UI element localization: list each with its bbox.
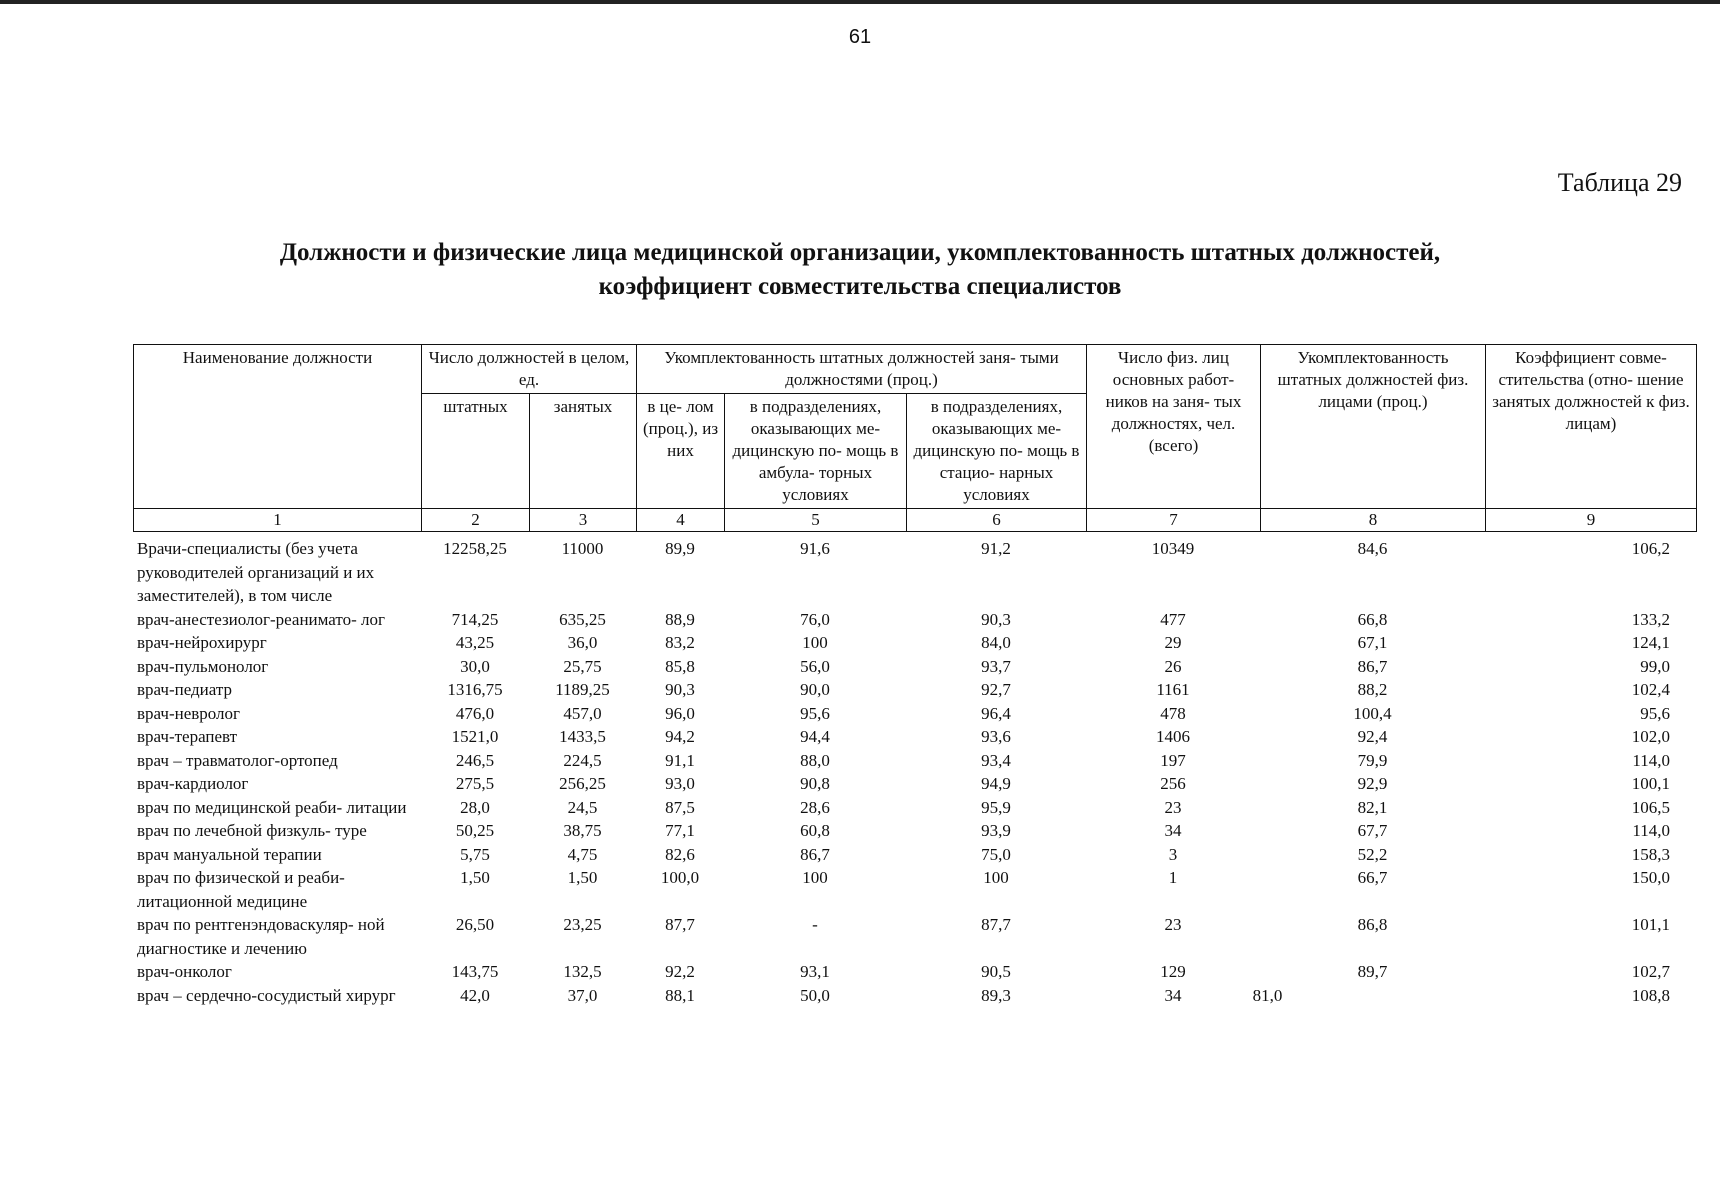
header-staffing-group: Укомплектованность штатных должностей заня- тыми должностями (проц.) [637,345,1087,394]
row-occupied: 23,25 [563,915,602,934]
row-overall: 87,5 [665,797,695,817]
row-staffing-persons: 67,1 [1357,633,1388,652]
row-persons: 23 [1164,915,1182,934]
column-number: 1 [134,509,422,532]
row-name: врач – травматолог-ортопед [137,750,338,770]
row-staffing-persons: 86,7 [1357,656,1388,676]
row-persons: 256 [1160,774,1186,793]
row-inpatient: 89,3 [981,985,1011,1005]
row-persons: 10349 [1151,539,1195,558]
row-outpatient: - [812,915,818,934]
row-staffing-persons: 86,8 [1357,915,1388,934]
row-outpatient: 50,0 [800,985,830,1005]
row-name: врач-терапевт [137,727,238,746]
row-occupied: 4,75 [567,844,598,864]
row-outpatient: 88,0 [800,750,830,770]
row-occupied: 25,75 [563,656,602,676]
row-persons: 3 [1168,844,1178,864]
title-line-1: Должности и физические лица медицинской организации, укомплектованность штатных должностей, [279,239,1441,266]
header-inpatient: в подразделениях, оказывающих ме- дицинскую по- мощь в стацио- нарных условиях [907,394,1087,509]
row-inpatient: 90,3 [981,609,1011,629]
column-number: 6 [907,509,1087,532]
row-overall: 82,6 [665,844,695,864]
row-persons: 1161 [1156,680,1190,699]
table-row [133,655,1696,679]
row-staff: 5,75 [460,844,490,864]
row-coefficient: 102,0 [1631,727,1670,746]
row-inpatient: 93,9 [981,821,1011,840]
row-inpatient: 94,9 [981,774,1011,793]
document-title [0,236,1720,304]
table-row [133,725,1696,749]
row-name: врач по лечебной физкуль- туре [137,821,367,840]
row-overall: 88,1 [665,985,695,1005]
header-occupied: занятых [530,394,637,509]
row-staff: 275,5 [455,774,495,793]
page-number: 61 [848,26,872,48]
row-staffing-persons: 52,2 [1357,844,1388,864]
row-persons: 197 [1160,750,1186,770]
table-label: Таблица 29 [1557,168,1682,197]
row-name: врач-невролог [137,703,241,723]
row-staff: 50,25 [455,821,495,840]
header-persons: Число физ. лиц основных работ- ников на заня- тых должностях, чел. (всего) [1087,345,1261,509]
row-staff: 714,25 [451,609,499,629]
row-staff: 1,50 [460,868,490,887]
row-name: врач-анестезиолог-реанимато- лог [137,609,385,629]
row-overall: 100,0 [660,868,700,887]
row-inpatient: 84,0 [981,633,1011,652]
row-staffing-persons: 88,2 [1357,680,1388,699]
row-staff: 26,50 [455,915,495,934]
row-occupied: 635,25 [559,609,606,629]
row-name: врач – сердечно-сосудистый хирург [137,985,396,1005]
row-outpatient: 86,7 [800,844,830,864]
table-row [133,678,1696,702]
row-staffing-persons: 84,6 [1357,539,1388,558]
row-staffing-persons: 92,4 [1357,727,1388,746]
row-staffing-persons: 89,7 [1357,962,1388,981]
row-persons: 34 [1164,985,1182,1005]
row-persons: 26 [1164,656,1182,676]
row-inpatient: 100 [983,868,1009,887]
row-overall: 89,9 [665,539,695,558]
row-coefficient: 114,0 [1632,750,1670,770]
row-overall: 96,0 [665,703,695,723]
row-persons: 477 [1160,609,1186,629]
row-occupied: 1,50 [567,868,598,887]
row-staffing-persons: 66,8 [1357,609,1388,629]
row-coefficient: 114,0 [1632,821,1670,840]
row-staff: 28,0 [460,797,490,817]
row-staff: 42,0 [460,985,490,1005]
row-persons: 1406 [1156,727,1190,746]
table-row [133,913,1696,960]
row-outpatient: 76,0 [800,609,830,629]
row-occupied: 457,0 [563,703,602,723]
row-inpatient: 75,0 [981,844,1011,864]
table-row [133,631,1696,655]
row-name: врач мануальной терапии [137,844,322,864]
table-header [133,344,1697,532]
table-row [133,772,1696,796]
row-staff: 1521,0 [451,727,499,746]
row-coefficient: 133,2 [1631,609,1670,629]
row-staff: 30,0 [460,656,490,676]
row-occupied: 1433,5 [559,727,606,746]
row-staff: 1316,75 [447,680,503,699]
row-outpatient: 100 [802,633,828,652]
row-name: врач-онколог [137,962,232,981]
row-coefficient: 106,5 [1631,797,1670,817]
header-positions-total: Число должностей в целом, ед. [422,345,637,394]
row-inpatient: 93,4 [981,750,1011,770]
header-name: Наименование должности [134,345,422,509]
row-staff: 12258,25 [443,539,507,558]
column-number: 9 [1486,509,1697,532]
table-body [133,537,1696,1007]
row-coefficient: 99,0 [1640,656,1670,676]
row-inpatient: 93,6 [981,727,1011,746]
row-outpatient: 94,4 [800,727,830,746]
row-coefficient: 100,1 [1631,774,1670,793]
column-number: 8 [1261,509,1486,532]
row-inpatient: 93,7 [981,656,1011,676]
row-overall: 92,2 [665,962,695,981]
row-coefficient: 102,7 [1631,962,1670,981]
row-staffing-persons: 100,4 [1353,703,1392,723]
row-overall: 88,9 [665,609,695,629]
row-outpatient: 56,0 [800,656,830,676]
table-row [133,537,1696,608]
row-staffing-persons: 79,9 [1357,750,1388,770]
row-occupied: 38,75 [563,821,602,840]
table-row [133,749,1696,773]
column-number: 7 [1087,509,1261,532]
row-coefficient: 102,4 [1631,680,1670,699]
column-number: 3 [530,509,637,532]
table-row [133,702,1696,726]
row-inpatient: 91,2 [981,539,1011,558]
row-overall: 91,1 [665,750,695,770]
row-name: Врачи-специалисты (без учета руководителей организаций и их заместителей), в том числе [137,539,375,605]
row-occupied: 132,5 [563,962,602,981]
header-staffing-persons: Укомплектованность штатных должностей физ. лицами (проц.) [1261,345,1486,509]
row-outpatient: 90,8 [800,774,830,793]
row-inpatient: 87,7 [981,915,1011,934]
table-row [133,960,1696,984]
top-border-line [0,0,1720,4]
row-overall: 87,7 [665,915,695,934]
row-persons: 29 [1164,633,1182,652]
row-outpatient: 91,6 [800,539,830,558]
row-inpatient: 92,7 [981,680,1011,699]
row-outpatient: 60,8 [800,821,830,840]
row-name: врач-педиатр [137,680,233,699]
column-number: 5 [725,509,907,532]
row-staff: 476,0 [455,703,495,723]
row-name: врач-пульмонолог [137,656,269,676]
row-coefficient: 95,6 [1640,703,1670,723]
row-overall: 94,2 [665,727,695,746]
row-coefficient: 106,2 [1631,539,1670,558]
row-overall: 83,2 [665,633,695,652]
row-occupied: 256,25 [559,774,606,793]
row-outpatient: 90,0 [800,680,830,699]
row-coefficient: 124,1 [1631,633,1670,652]
header-overall: в це- лом (проц.), из них [637,394,725,509]
row-overall: 77,1 [665,821,695,840]
row-staffing-persons: 66,7 [1357,868,1388,887]
row-overall: 90,3 [665,680,695,699]
row-persons: 478 [1160,703,1186,723]
row-staffing-persons-value: 81,0 [1252,985,1283,1005]
header-staff: штатных [422,394,530,509]
row-name: врач-нейрохирург [137,633,267,652]
column-number: 4 [637,509,725,532]
row-outpatient: 100 [802,868,828,887]
row-coefficient: 101,1 [1631,915,1670,934]
header-outpatient: в подразделениях, оказывающих ме- дицинскую по- мощь в амбула- торных условиях [725,394,907,509]
row-staff: 43,25 [455,633,495,652]
row-staffing-persons: 67,7 [1357,821,1388,840]
row-coefficient: 108,8 [1631,985,1670,1005]
row-name: врач по физической и реаби- литационной медицине [137,868,345,911]
row-persons: 129 [1160,962,1186,981]
row-outpatient: 28,6 [800,797,830,817]
row-outpatient: 95,6 [800,703,830,723]
row-coefficient: 150,0 [1631,868,1670,887]
row-inpatient: 90,5 [981,962,1011,981]
table-row [133,608,1696,632]
row-occupied: 11000 [561,539,604,558]
row-name: врач по медицинской реаби- литации [137,797,407,817]
header-coefficient: Коэффициент совме- стительства (отно- шение занятых должностей к физ. лицам) [1486,345,1697,509]
column-number-row [134,509,1697,532]
table-row [133,866,1696,913]
row-persons: 23 [1164,797,1182,817]
table-row [133,984,1696,1008]
table-row [133,819,1696,843]
row-staffing-persons: 82,1 [1357,797,1388,817]
row-occupied: 224,5 [563,750,602,770]
row-overall: 93,0 [665,774,695,793]
row-occupied: 37,0 [567,985,598,1005]
table-row [133,796,1696,820]
row-staffing-persons: 92,9 [1357,774,1388,793]
row-name: врач-кардиолог [137,774,249,793]
row-coefficient: 158,3 [1631,844,1670,864]
row-staffing-persons [1252,984,1485,1008]
row-occupied: 24,5 [567,797,598,817]
row-persons: 1 [1168,868,1178,887]
row-overall: 85,8 [665,656,695,676]
row-occupied: 36,0 [567,633,598,652]
row-occupied: 1189,25 [555,680,610,699]
row-staff: 246,5 [455,750,495,770]
row-staff: 143,75 [451,962,499,981]
row-outpatient: 93,1 [800,962,830,981]
row-name: врач по рентгенэндоваскуляр- ной диагностике и лечению [137,915,385,958]
table-row [133,843,1696,867]
title-line-2: коэффициент совместительства специалистов [598,273,1122,300]
row-inpatient: 95,9 [981,797,1011,817]
row-inpatient: 96,4 [981,703,1011,723]
column-number: 2 [422,509,530,532]
row-persons: 34 [1164,821,1182,840]
